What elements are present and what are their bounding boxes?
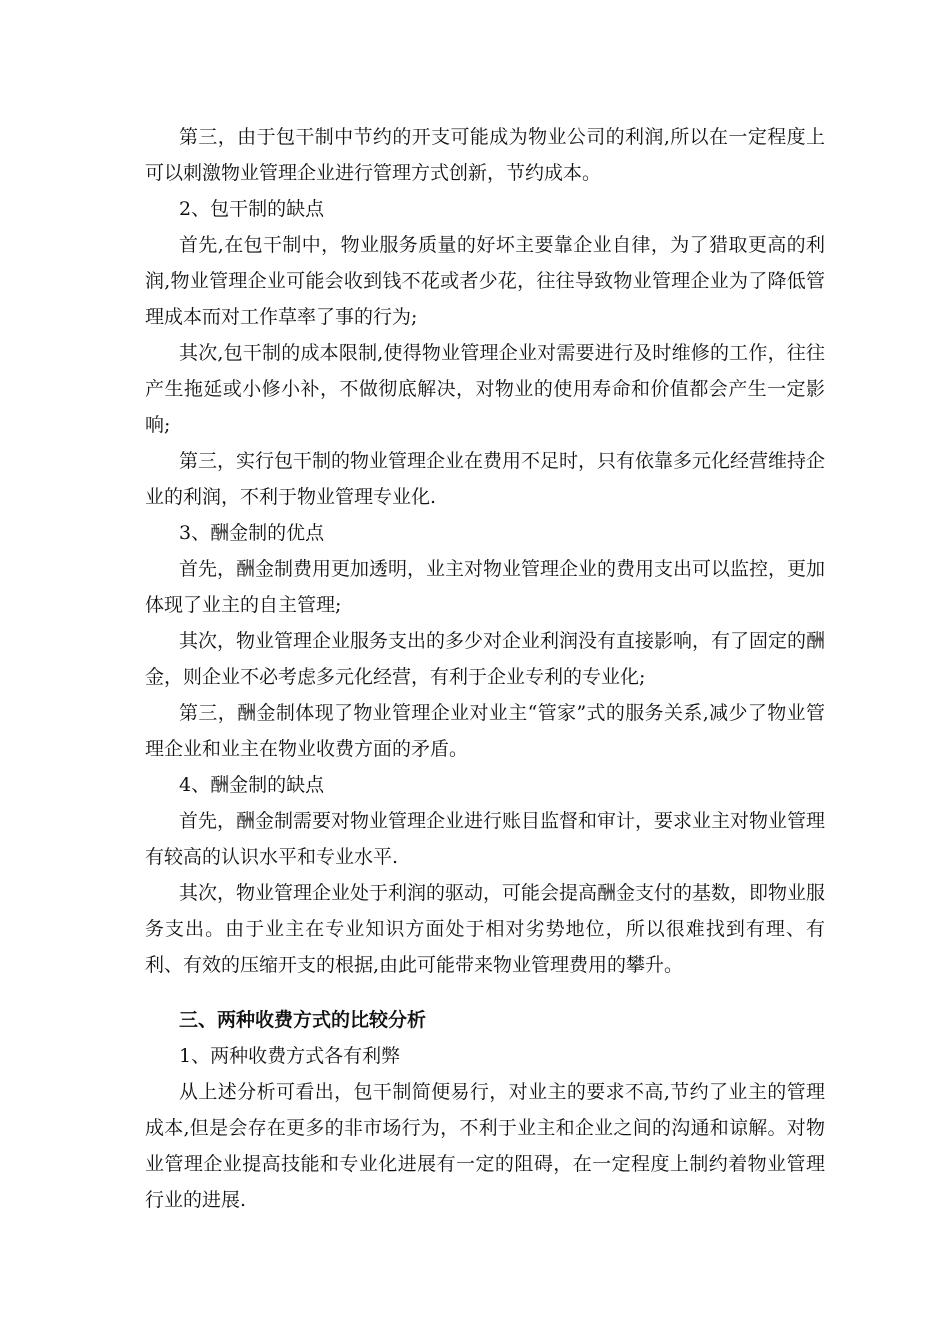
paragraph: 首先,在包干制中，物业服务质量的好坏主要靠企业自律，为了猎取更高的利润,物业管理企业可能会收到钱不花或者少花，往往导致物业管理企业为了降低管理成本而对工作草率了事的行为; (145, 234, 825, 328)
subsection-heading: 1、两种收费方式各有利弊 (179, 1045, 401, 1067)
paragraph: 从上述分析可看出，包干制简便易行，对业主的要求不高,节约了业主的管理成本,但是会存在更多的非市场行为，不利于业主和企业之间的沟通和谅解。对物业管理企业提高技能和专业化进展有一定的阻碍，在一定程度上制约着物业管理行业的进展. (145, 1081, 825, 1211)
paragraph: 其次，物业管理企业服务支出的多少对企业利润没有直接影响，有了固定的酬金，则企业不必考虑多元化经营，有利于企业专利的专业化; (145, 630, 826, 688)
subsection-heading: 3、酬金制的优点 (179, 522, 325, 544)
paragraph: 第三，实行包干制的物业管理企业在费用不足时，只有依靠多元化经营维持企业的利润，不利于物业管理专业化. (145, 450, 826, 508)
paragraph: 首先，酬金制费用更加透明，业主对物业管理企业的费用支出可以监控，更加体现了业主的自主管理; (145, 558, 826, 616)
paragraph: 第三，酬金制体现了物业管理企业对业主“管家”式的服务关系,减少了物业管理企业和业主在物业收费方面的矛盾。 (145, 702, 825, 760)
paragraph: 其次，物业管理企业处于利润的驱动，可能会提高酬金支付的基数，即物业服务支出。由于业主在专业知识方面处于相对劣势地位，所以很难找到有理、有利、有效的压缩开支的根据,由此可能带来物业管理费用的攀升。 (145, 882, 826, 976)
paragraph: 第三，由于包干制中节约的开支可能成为物业公司的利润,所以在一定程度上可以刺激物业管理企业进行管理方式创新，节约成本。 (145, 126, 825, 184)
subsection-heading: 2、包干制的缺点 (179, 198, 325, 220)
paragraph: 其次,包干制的成本限制,使得物业管理企业对需要进行及时维修的工作，往往产生拖延或小修小补，不做彻底解决，对物业的使用寿命和价值都会产生一定影响; (145, 342, 825, 436)
paragraph: 首先，酬金制需要对物业管理企业进行账目监督和审计，要求业主对物业管理有较高的认识水平和专业水平. (145, 810, 826, 868)
section-heading: 三、两种收费方式的比较分析 (179, 1009, 427, 1031)
document-body (145, 119, 825, 1218)
subsection-heading: 4、酬金制的缺点 (179, 774, 325, 796)
